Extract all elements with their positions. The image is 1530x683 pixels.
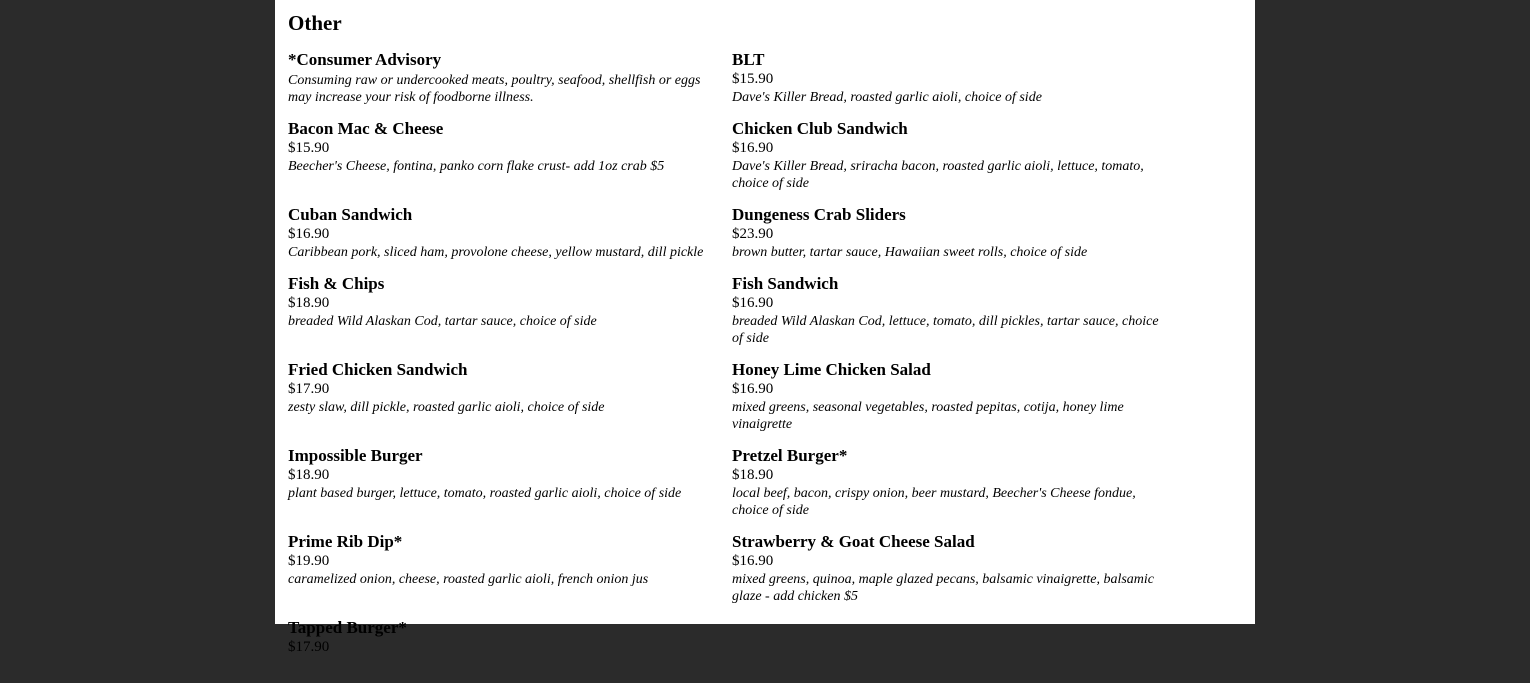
item-name: Tapped Burger* (288, 618, 407, 637)
item-price: $15.90 (732, 71, 774, 87)
menu-item (288, 49, 732, 106)
item-name: Impossible Burger (288, 446, 423, 465)
menu-item (732, 204, 1176, 261)
item-price: $19.90 (288, 553, 330, 569)
item-name: Cuban Sandwich (288, 205, 413, 224)
menu-item (288, 118, 732, 192)
item-description: zesty slaw, dill pickle, roasted garlic aioli, choice of side (288, 400, 605, 415)
menu-item (288, 445, 732, 519)
item-description: plant based burger, lettuce, tomato, roasted garlic aioli, choice of side (288, 486, 682, 501)
item-name: Fried Chicken Sandwich (288, 360, 468, 379)
item-description: Dave's Killer Bread, roasted garlic aioli, choice of side (732, 90, 1042, 105)
menu-item (732, 359, 1176, 433)
item-price: $16.90 (732, 295, 774, 311)
item-name: Pretzel Burger* (732, 446, 848, 465)
item-price: $18.90 (288, 295, 330, 311)
item-price: $18.90 (288, 467, 330, 483)
menu-item (288, 204, 732, 261)
item-name: Bacon Mac & Cheese (288, 119, 444, 138)
item-name: Strawberry & Goat Cheese Salad (732, 532, 975, 551)
menu-item (732, 49, 1176, 106)
item-description: local beef, bacon, crispy onion, beer mustard, Beecher's Cheese fondue, choice of side (732, 486, 1136, 518)
item-name: Prime Rib Dip* (288, 532, 403, 551)
item-description: caramelized onion, cheese, roasted garlic aioli, french onion jus (288, 572, 649, 587)
item-description: breaded Wild Alaskan Cod, lettuce, tomato, dill pickles, tartar sauce, choice of side (732, 314, 1159, 346)
menu-grid (288, 49, 1188, 683)
item-description: Dave's Killer Bread, sriracha bacon, roasted garlic aioli, lettuce, tomato, choice of side (732, 159, 1144, 191)
item-name: Fish & Chips (288, 274, 385, 293)
menu-item (732, 445, 1176, 519)
item-name: Chicken Club Sandwich (732, 119, 908, 138)
menu-item (732, 273, 1176, 347)
section-title: Other (288, 11, 342, 35)
item-price: $16.90 (732, 140, 774, 156)
menu-item (288, 273, 732, 347)
item-price: $18.90 (732, 467, 774, 483)
item-price: $16.90 (288, 226, 330, 242)
item-description: mixed greens, quinoa, maple glazed pecans, balsamic vinaigrette, balsamic glaze - add chicken $5 (732, 572, 1154, 604)
item-description: breaded Wild Alaskan Cod, tartar sauce, choice of side (288, 314, 597, 329)
item-description: brown butter, tartar sauce, Hawaiian sweet rolls, choice of side (732, 245, 1088, 260)
item-name: *Consumer Advisory (288, 50, 442, 69)
menu-item (732, 531, 1176, 605)
item-price: $23.90 (732, 226, 774, 242)
item-description: mixed greens, seasonal vegetables, roasted pepitas, cotija, honey lime vinaigrette (732, 400, 1124, 432)
item-description: Caribbean pork, sliced ham, provolone cheese, yellow mustard, dill pickle (288, 245, 704, 260)
item-description: Beecher's Cheese, fontina, panko corn flake crust- add 1oz crab $5 (288, 159, 665, 174)
menu-page (275, 0, 1255, 655)
menu-item (288, 531, 732, 605)
item-name: Fish Sandwich (732, 274, 839, 293)
menu-item (732, 118, 1176, 192)
menu-item (288, 617, 732, 671)
item-price: $17.90 (288, 639, 330, 655)
menu-item (288, 359, 732, 433)
item-price: $15.90 (288, 140, 330, 156)
item-price: $17.90 (288, 381, 330, 397)
item-price: $16.90 (732, 381, 774, 397)
item-name: Honey Lime Chicken Salad (732, 360, 931, 379)
item-description: Consuming raw or undercooked meats, poultry, seafood, shellfish or eggs may increase your risk of foodborne illness. (288, 73, 701, 105)
item-name: BLT (732, 50, 765, 69)
item-price: $16.90 (732, 553, 774, 569)
item-name: Dungeness Crab Sliders (732, 205, 906, 224)
